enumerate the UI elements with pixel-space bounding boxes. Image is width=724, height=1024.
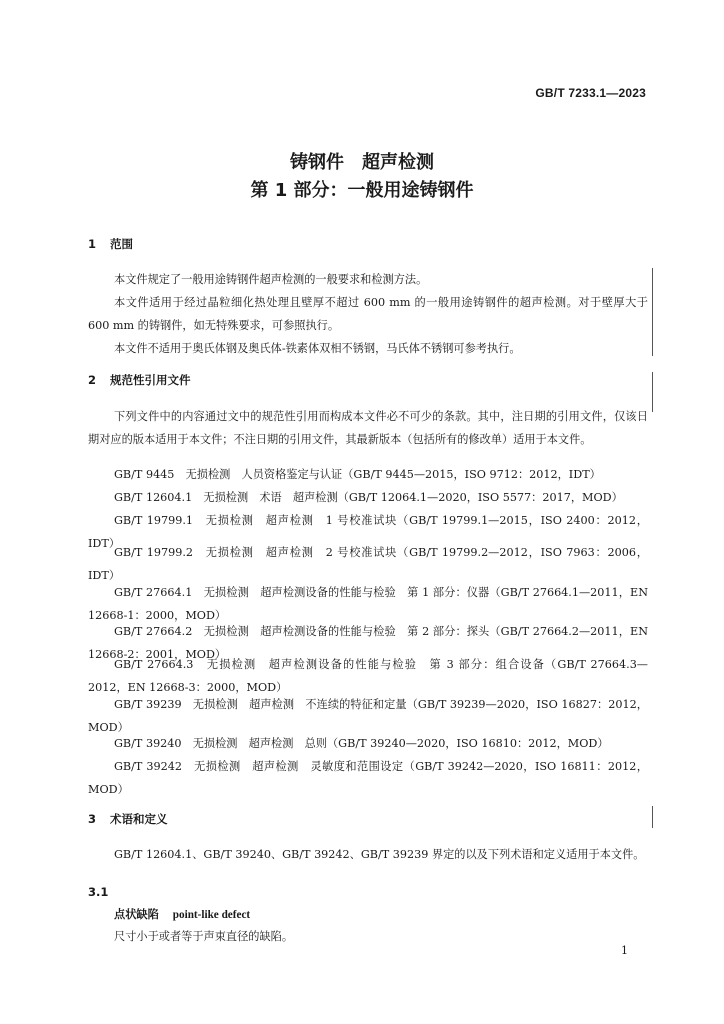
- section-2-title: 规范性引用文件: [110, 373, 191, 387]
- reference-item: GB/T 9445 无损检测 人员资格鉴定与认证（GB/T 9445—2015，ISO 9712：2012，IDT）: [114, 468, 601, 481]
- document-title-line2: 第 1 部分：一般用途铸钢件: [250, 180, 474, 201]
- section-3-number: 3: [88, 812, 97, 826]
- reference-item: GB/T 19799.1 无损检测 超声检测 1 号校准试块（GB/T 19799.1—2015，ISO 2400：2012，IDT）: [88, 514, 648, 550]
- term-number: 3.1: [88, 885, 109, 899]
- document-number: GB/T 7233.1—2023: [535, 86, 646, 100]
- section-1-title: 范围: [110, 237, 133, 251]
- section-1-number: 1: [88, 237, 97, 251]
- section-1-paragraph-1: 本文件规定了一般用途铸钢件超声检测的一般要求和检测方法。: [114, 273, 428, 286]
- term-chinese: 点状缺陷: [114, 908, 159, 921]
- page-number: 1: [621, 944, 628, 957]
- term-definition: 尺寸小于或者等于声束直径的缺陷。: [114, 930, 294, 943]
- reference-item: GB/T 39240 无损检测 超声检测 总则（GB/T 39240—2020，ISO 16810：2012，MOD）: [114, 737, 609, 750]
- reference-item: GB/T 39242 无损检测 超声检测 灵敏度和范围设定（GB/T 39242—2020，ISO 16811：2012，MOD）: [88, 760, 648, 796]
- reference-item: GB/T 12604.1 无损检测 术语 超声检测（GB/T 12064.1—2020，ISO 5577：2017，MOD）: [114, 491, 623, 504]
- section-1-paragraph-2: 本文件适用于经过晶粒细化热处理且壁厚不超过 600 mm 的一般用途铸钢件的超声检测。对于壁厚大于 600 mm 的铸钢件，如无特殊要求，可参照执行。: [88, 296, 648, 332]
- reference-item: GB/T 39239 无损检测 超声检测 不连续的特征和定量（GB/T 39239—2020，ISO 16827：2012，MOD）: [88, 698, 648, 734]
- change-bar: [652, 806, 653, 828]
- reference-item: GB/T 27664.3 无损检测 超声检测设备的性能与检验 第 3 部分：组合设备（GB/T 27664.3—2012，EN 12668-3：2000，MOD）: [88, 658, 648, 694]
- reference-item: GB/T 27664.2 无损检测 超声检测设备的性能与检验 第 2 部分：探头（GB/T 27664.2—2011，EN 12668-2：2001，MOD）: [88, 625, 648, 661]
- section-1-heading: [88, 236, 133, 252]
- term-entry: [114, 906, 250, 922]
- section-3-heading: [88, 811, 168, 827]
- section-1-paragraph-3: 本文件不适用于奥氏体钢及奥氏体-铁素体双相不锈钢，马氏体不锈钢可参考执行。: [114, 342, 521, 355]
- section-2-heading: [88, 372, 191, 388]
- section-3-intro: GB/T 12604.1、GB/T 39240、GB/T 39242、GB/T 39239 界定的以及下列术语和定义适用于本文件。: [114, 848, 645, 861]
- change-bar: [652, 372, 653, 412]
- reference-item: GB/T 27664.1 无损检测 超声检测设备的性能与检验 第 1 部分：仪器（GB/T 27664.1—2011，EN 12668-1：2000，MOD）: [88, 586, 648, 622]
- document-title-line1: 铸钢件 超声检测: [290, 152, 434, 173]
- reference-item: GB/T 19799.2 无损检测 超声检测 2 号校准试块（GB/T 19799.2—2012，ISO 7963：2006，IDT）: [88, 546, 648, 582]
- change-bar: [652, 268, 653, 356]
- section-3-title: 术语和定义: [110, 812, 168, 826]
- section-2-intro: 下列文件中的内容通过文中的规范性引用而构成本文件必不可少的条款。其中，注日期的引用文件，仅该日期对应的版本适用于本文件；不注日期的引用文件，其最新版本（包括所有的修改单）适用于本文件。: [88, 410, 648, 446]
- term-english: point-like defect: [172, 909, 251, 921]
- section-2-number: 2: [88, 373, 97, 387]
